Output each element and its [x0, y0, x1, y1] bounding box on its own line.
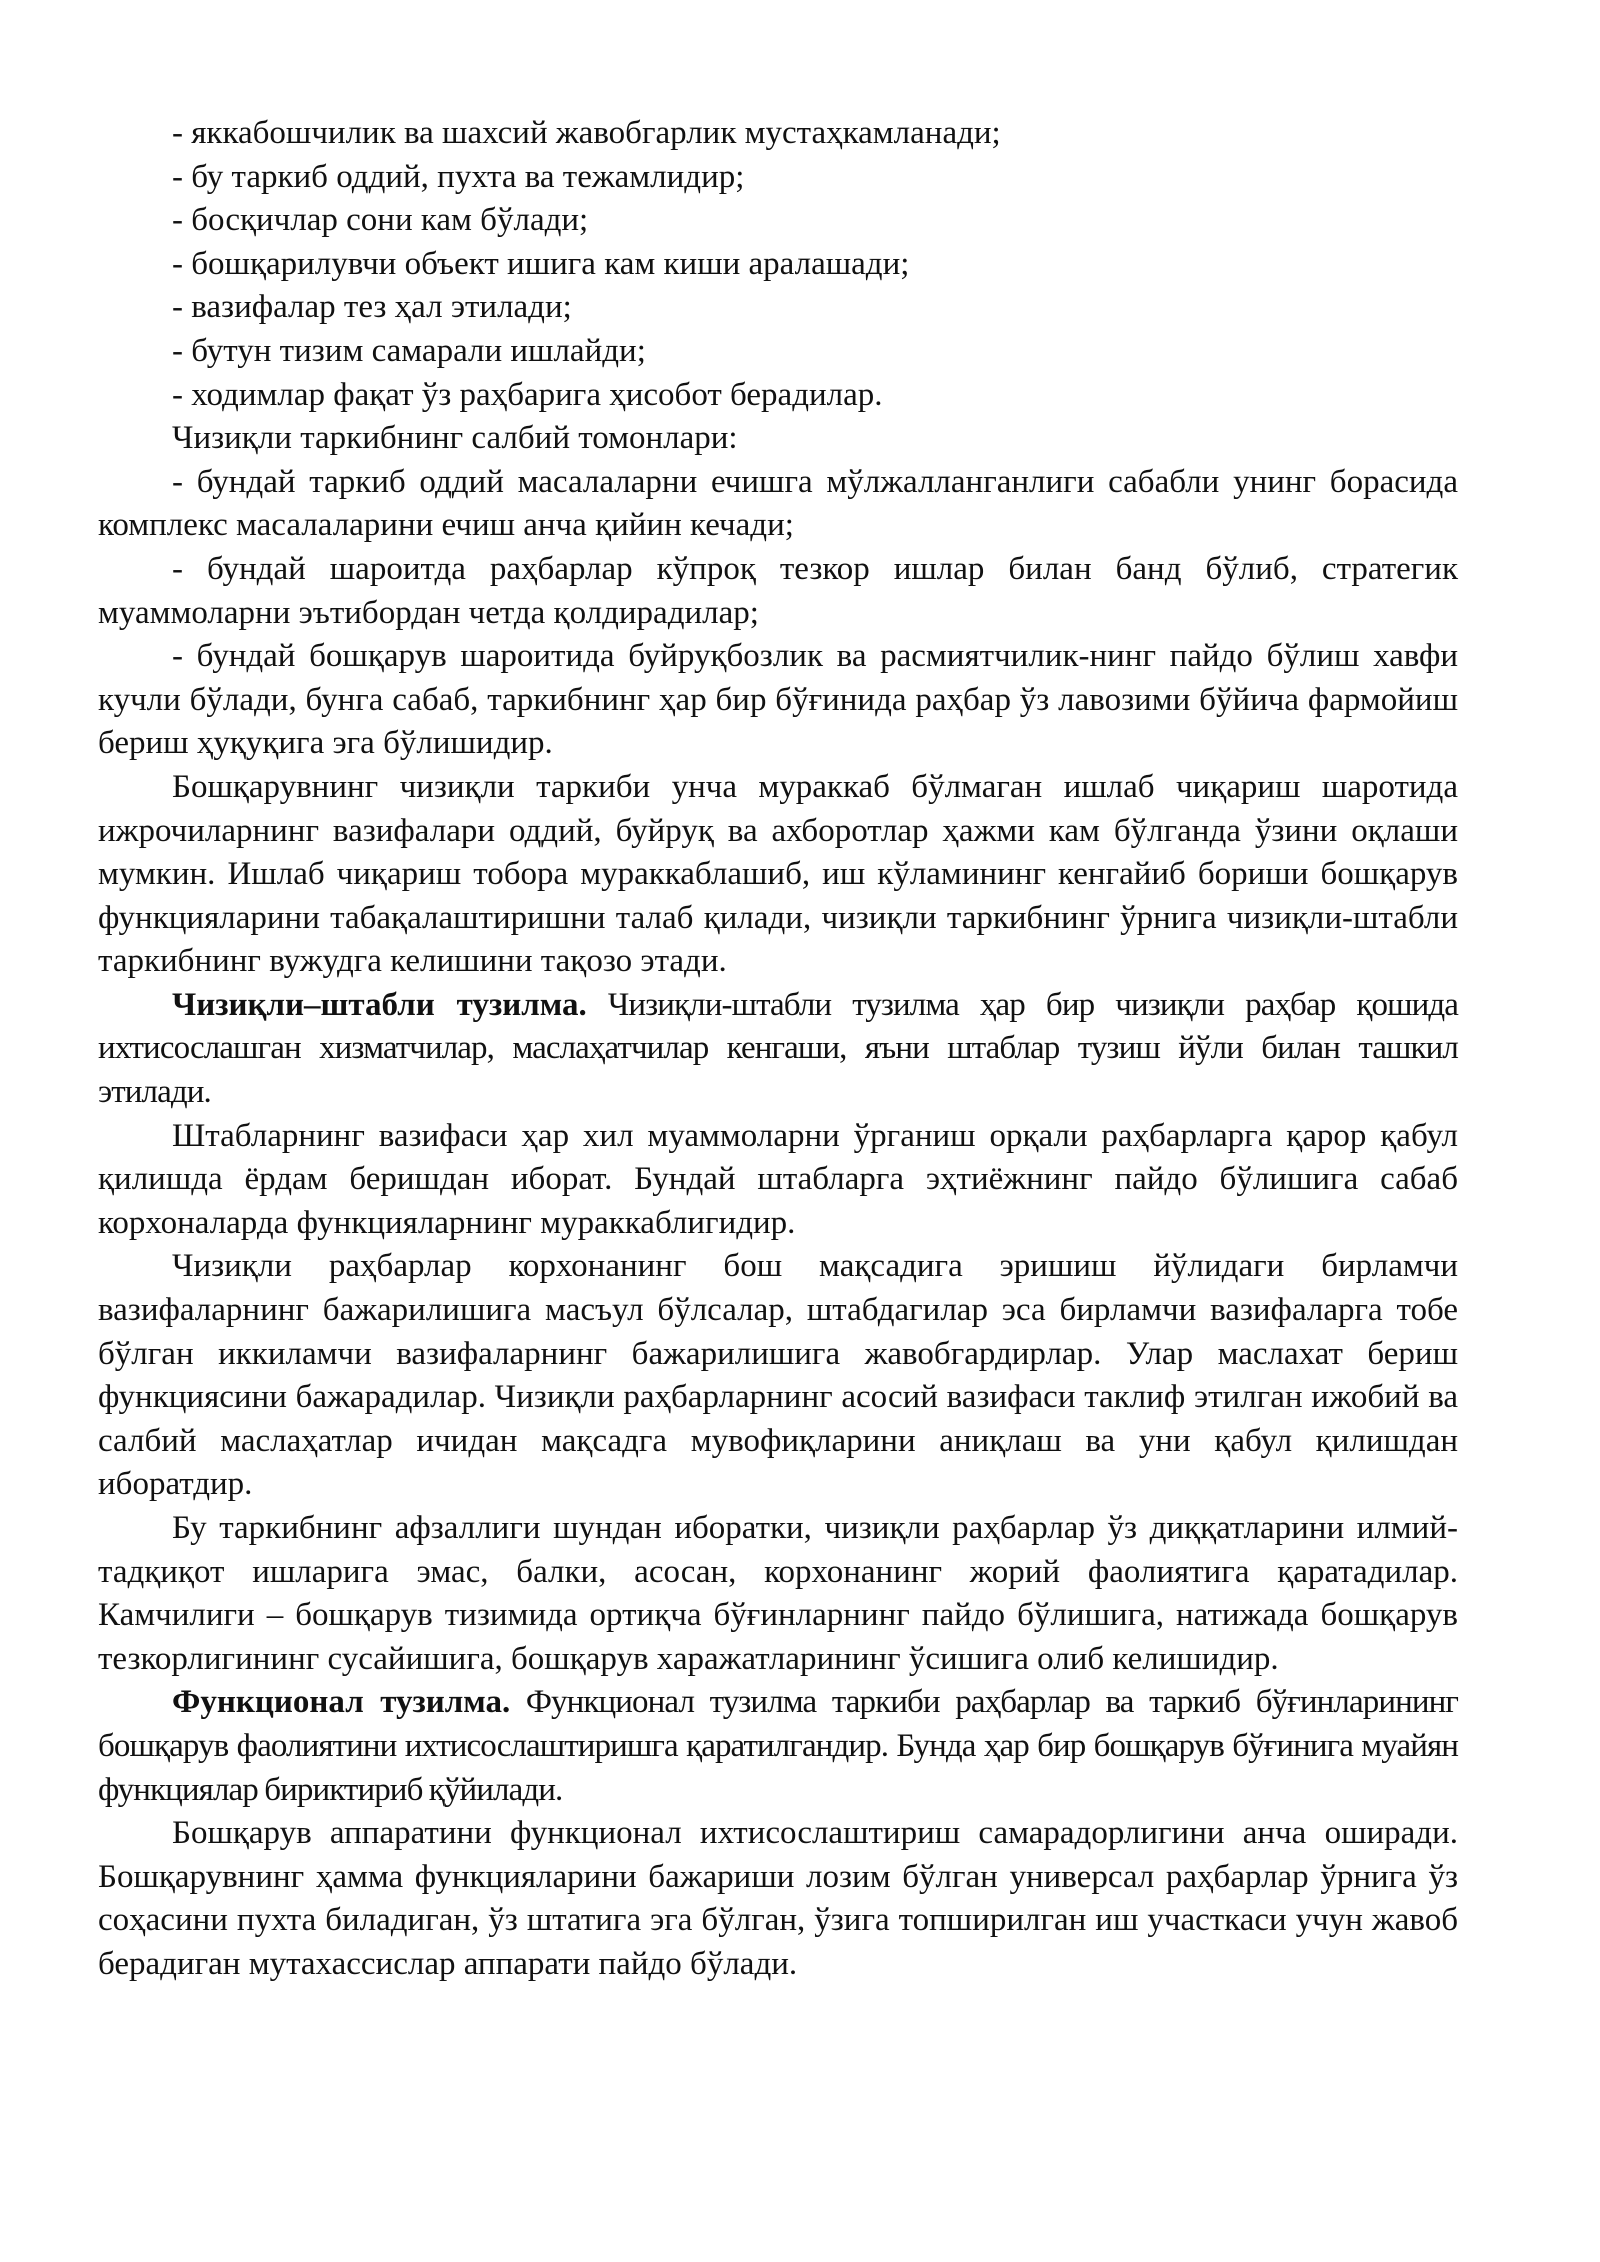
section-paragraph-functional — [98, 1681, 1458, 1812]
advantage-item: - бутун тизим самарали ишлайди; — [172, 332, 646, 369]
document-page — [98, 112, 1458, 1987]
section-paragraph-line-staff — [98, 984, 1458, 1115]
section-intro-line-staff: Чизиқли-штабли тузилма ҳар бир чизиқли раҳбар қошида ихтисослашган хизматчилар, маслаҳатчилар кенгаши, яъни штаблар тузиш йўли билан ташкил этилади. — [98, 986, 1458, 1111]
advantage-item: - ходимлар фақат ўз раҳбарига ҳисобот берадилар. — [172, 376, 883, 413]
body-paragraph: Штабларнинг вазифаси ҳар хил муаммоларни ўрганиш орқали раҳбарларга қарор қабул қилишда ёрдам беришдан иборат. Бундай штабларга эҳтиёжнинг пайдо бўлишига сабаб корхоналарда функцияларнинг мураккаблигидир. — [98, 1117, 1458, 1241]
advantage-item: - вазифалар тез ҳал этилади; — [172, 289, 572, 326]
section-intro-functional: Функционал тузилма таркиби раҳбарлар ва таркиб бўғинларининг бошқарув фаолиятини ихтисослаштиришга қаратилгандир. Бунда ҳар бир бошқарув бўғинига муайян функциялар бириктириб қўйилади. — [98, 1684, 1458, 1808]
disadvantage-item: - бундай бошқарув шароитида буйруқбозлик ва расмиятчилик-нинг пайдо бўлиш хавфи кучли бўлади, бунга сабаб, таркибнинг ҳар бир бўғинида раҳбар ўз лавозими бўйича фармойиш бериш ҳуқуқига эга бўлишидир. — [98, 638, 1458, 762]
advantage-item: - босқичлар сони кам бўлади; — [172, 202, 589, 239]
section-heading-line-staff: Чизиқли–штабли тузилма. — [172, 986, 587, 1023]
body-paragraph: Бошқарув аппаратини функционал ихтисослаштириш самарадорлигини анча оширади. Бошқарувнинг ҳамма функцияларини бажариши лозим бўлган универсал раҳбарлар ўрнига ўз соҳасини пухта биладиган, ўз штатига эга бўлган, ўзига топширилган иш участкаси учун жавоб берадиган мутахассислар аппарати пайдо бўлади. — [98, 1815, 1458, 1982]
advantage-item: - бу таркиб оддий, пухта ва тежамлидир; — [172, 158, 745, 195]
body-paragraph: Чизиқли раҳбарлар корхонанинг бош мақсадига эришиш йўлидаги бирламчи вазифаларнинг бажарилишига масъул бўлсалар, штабдагилар эса бирламчи вазифаларга тобе бўлган иккиламчи вазифаларнинг бажарилишига жавобгардирлар. Улар маслахат бериш функциясини бажарадилар. Чизиқли раҳбарларнинг асосий вазифаси таклиф этилган ижобий ва салбий маслаҳатлар ичидан мақсадга мувофиқларини аниқлаш ва уни қабул қилишдан иборатдир. — [98, 1248, 1458, 1503]
body-paragraph: Бошқарувнинг чизиқли таркиби унча мураккаб бўлмаган ишлаб чиқариш шаротида ижрочиларнинг вазифалари оддий, буйруқ ва ахборотлар ҳажми кам бўлганда ўзини оқлаши мумкин. Ишлаб чиқариш тобора мураккаблашиб, иш кўламининг кенгайиб бориши бошқарув функцияларини табақалаштиришни талаб қилади, чизиқли таркибнинг ўрнига чизиқли-штабли таркибнинг вужудга келишини тақозо этади. — [98, 768, 1458, 980]
body-paragraph: Бу таркибнинг афзаллиги шундан иборатки, чизиқли раҳбарлар ўз диққатларини илмий-тадқиқот ишларига эмас, балки, асосан, корхонанинг жорий фаолиятига қаратадилар. Камчилиги – бошқарув тизимида ортиқча бўғинларнинг пайдо бўлишига, натижада бошқарув тезкорлигининг сусайишига, бошқарув харажатларининг ўсишига олиб келишидир. — [98, 1510, 1458, 1677]
disadvantage-item: - бундай шароитда раҳбарлар кўпроқ тезкор ишлар билан банд бўлиб, стратегик муаммоларни эътибордан четда қолдирадилар; — [98, 550, 1458, 631]
disadvantage-item: - бундай таркиб оддий масалаларни ечишга мўлжалланганлиги сабабли унинг борасида комплекс масалаларини ечиш анча қийин кечади; — [98, 463, 1458, 544]
disadvantages-heading: Чизиқли таркибнинг салбий томонлари: — [172, 420, 738, 457]
section-heading-functional: Функционал тузилма. — [172, 1684, 511, 1721]
advantage-item: - бошқарилувчи объект ишига кам киши аралашади; — [172, 245, 910, 282]
advantage-item: - яккабошчилик ва шахсий жавобгарлик мустаҳкамланади; — [172, 115, 1001, 151]
